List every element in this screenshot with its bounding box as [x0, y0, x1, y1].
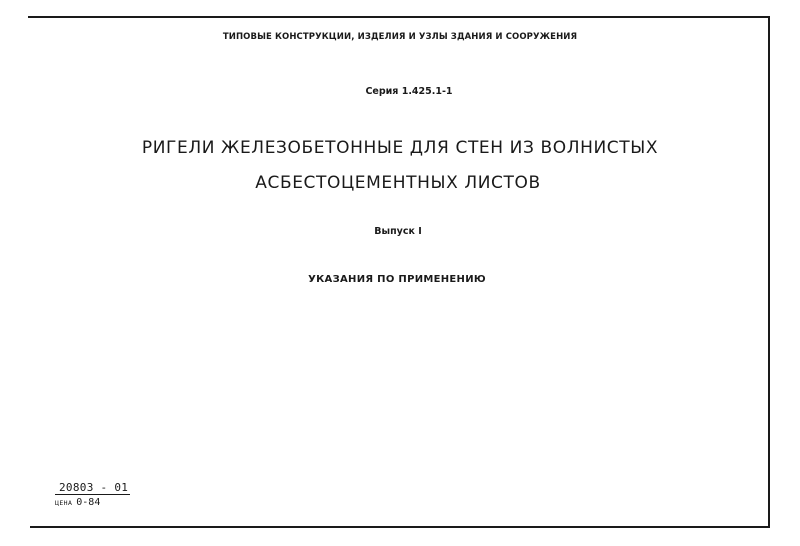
price-label: ЦЕНА — [55, 499, 73, 507]
stamp-code: 20803 - 01 — [55, 482, 130, 495]
document-title-line-2: АСБЕСТОЦЕМЕНТНЫХ ЛИСТОВ — [255, 173, 541, 193]
price-stamp — [55, 476, 130, 509]
document-title-line-1: РИГЕЛИ ЖЕЛЕЗОБЕТОННЫЕ ДЛЯ СТЕН ИЗ ВОЛНИСТЫХ — [141, 138, 659, 158]
issue-number: Выпуск I — [374, 226, 422, 237]
stamp-price — [55, 497, 130, 509]
series-number: Серия 1.425.1-1 — [365, 86, 453, 97]
document-subject: УКАЗАНИЯ ПО ПРИМЕНЕНИЮ — [308, 274, 486, 285]
price-value: 0-84 — [76, 497, 101, 508]
frame-border-top — [28, 16, 770, 18]
collection-header: ТИПОВЫЕ КОНСТРУКЦИИ, ИЗДЕЛИЯ И УЗЛЫ ЗДАНИЯ И СООРУЖЕНИЯ — [222, 32, 578, 42]
frame-border-bottom — [30, 526, 770, 528]
